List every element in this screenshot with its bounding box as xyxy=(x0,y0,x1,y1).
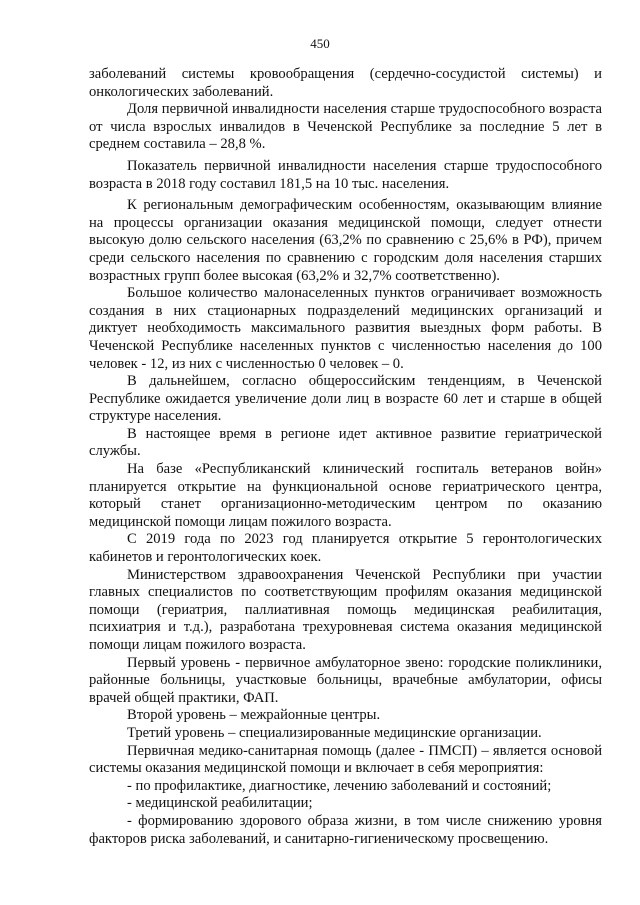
paragraph-1: заболеваний системы кровообращения (сердечно-сосудистой системы) и онкологических заболеваний. xyxy=(89,66,602,100)
paragraph-8: На базе «Республиканский клинический госпиталь ветеранов войн» планируется открытие на функциональной основе гериатрического центра, который станет организационно-методическим центром по оказанию медицинской помощи лицам пожилого возраста. xyxy=(89,461,602,530)
paragraph-6: В дальнейшем, согласно общероссийским тенденциям, в Чеченской Республике ожидается увеличение доли лиц в возрасте 60 лет и старше в общей структуре населения. xyxy=(89,373,602,425)
paragraph-12: Второй уровень – межрайонные центры. xyxy=(127,707,381,724)
paragraph-11: Первый уровень - первичное амбулаторное звено: городские поликлиники, районные больницы, участковые больницы, врачебные амбулатории, офисы врачей общей практики, ФАП. xyxy=(89,654,602,706)
list-item-3: - формированию здорового образа жизни, в том числе снижению уровня факторов риска заболеваний, и санитарно-гигиеническому просвещению. xyxy=(89,812,602,847)
list-item-2: - медицинской реабилитации; xyxy=(127,795,313,812)
paragraph-14: Первичная медико-санитарная помощь (далее - ПМСП) – является основой системы оказания медицинской помощи и включает в себя мероприятия: xyxy=(89,742,602,777)
page-number: 450 xyxy=(310,36,330,51)
paragraph-3: Показатель первичной инвалидности населения старше трудоспособного возраста в 2018 году составил 181,5 на 10 тыс. населения. xyxy=(89,157,602,192)
paragraph-9: С 2019 года по 2023 год планируется открытие 5 геронтологических кабинетов и геронтологических коек. xyxy=(89,531,602,566)
list-item-1: - по профилактике, диагностике, лечению заболеваний и состояний; xyxy=(127,777,552,794)
paragraph-10: Министерством здравоохранения Чеченской Республики при участии главных специалистов по соответствующим профилям оказания медицинской помощи (гериатрия, паллиативная помощь медицинская реабилитация, психиатрия и т.д.), разработана трехуровневая система оказания медицинской помощи лицам пожилого возраста. xyxy=(89,566,602,653)
paragraph-13: Третий уровень – специализированные медицинские организации. xyxy=(127,724,542,741)
paragraph-2: Доля первичной инвалидности населения старше трудоспособного возраста от числа взрослых инвалидов в Чеченской Республике за последние 5 лет в среднем составила – 28,8 %. xyxy=(89,101,602,153)
paragraph-5: Большое количество малонаселенных пунктов ограничивает возможность создания в них стационарных подразделений медицинских организаций и диктует необходимость максимального развития выездных форм работы. В Чеченской Республике населенных пунктов с численностью населения до 100 человек - 12, из них с численностью 0 человек – 0. xyxy=(89,285,602,372)
paragraph-7: В настоящее время в регионе идет активное развитие гериатрической службы. xyxy=(89,425,602,460)
paragraph-4: К региональным демографическим особенностям, оказывающим влияние на процессы организации оказания медицинской помощи, следует отнести высокую долю сельского населения (63,2% по сравнению с 25,6% в РФ), причем среди сельского населения по сравнению с городским доля населения старших возрастных групп более высокая (63,2% и 32,7% соответственно). xyxy=(89,197,602,284)
document-body xyxy=(89,66,602,848)
